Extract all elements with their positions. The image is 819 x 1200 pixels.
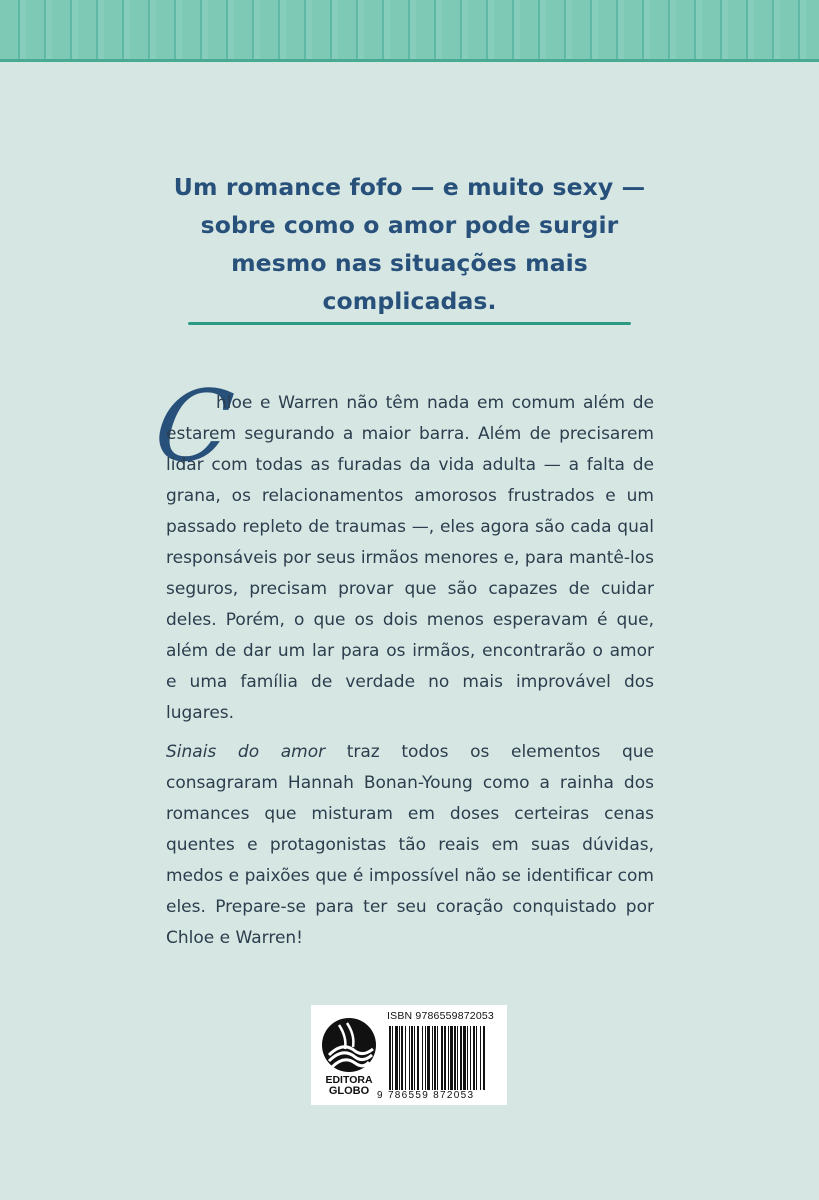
barcode-bar bbox=[457, 1026, 458, 1090]
barcode-bar bbox=[467, 1026, 468, 1090]
barcode-bar bbox=[480, 1026, 481, 1090]
barcode-bar bbox=[441, 1026, 443, 1090]
barcode-bar bbox=[473, 1026, 475, 1090]
barcode-bar bbox=[409, 1026, 410, 1090]
barcode-bar bbox=[483, 1026, 485, 1090]
isbn-label: ISBN 9786559872053 bbox=[387, 1010, 494, 1022]
barcode-bar bbox=[434, 1026, 436, 1090]
barcode-bar bbox=[389, 1026, 391, 1090]
synopsis bbox=[166, 388, 654, 962]
barcode-bar bbox=[444, 1026, 446, 1090]
barcode-bar bbox=[454, 1026, 456, 1090]
synopsis-paragraph-1: hloe e Warren não têm nada em comum além de estarem segurando a maior barra. Além de precisarem lidar com todas as furadas da vida adulta — a falta de grana, os relacionamentos amorosos frustrados e um passado repleto de traumas —, eles agora são cada qual responsáveis por seus irmãos menores e, para mantê-los seguros, precisam provar que são capazes de cuidar deles. Porém, o que os dois menos esperavam é que, além de dar um lar para os irmãos, encontrarão o amor e uma família de verdade no mais improvável dos lugares. bbox=[166, 393, 654, 723]
top-stripe-band bbox=[0, 0, 819, 62]
barcode-bar bbox=[476, 1026, 477, 1090]
barcode-bar bbox=[417, 1026, 419, 1090]
barcode-bar bbox=[460, 1026, 462, 1090]
barcode-bar bbox=[411, 1026, 413, 1090]
barcode-bar bbox=[425, 1026, 426, 1090]
barcode-bar bbox=[427, 1026, 430, 1090]
barcode-digits: 9 786559 872053 bbox=[377, 1090, 475, 1101]
barcode-bar bbox=[399, 1026, 400, 1090]
barcode-bar bbox=[432, 1026, 433, 1090]
barcode-bar bbox=[414, 1026, 415, 1090]
barcode-bar bbox=[392, 1026, 393, 1090]
barcode-bar bbox=[470, 1026, 471, 1090]
barcode-bar bbox=[401, 1026, 403, 1090]
tagline: Um romance fofo — e muito sexy — sobre como o amor pode surgir mesmo nas situações mais complicadas. bbox=[173, 173, 646, 315]
barcode-bar bbox=[395, 1026, 398, 1090]
barcode-bars bbox=[389, 1026, 501, 1090]
editora-globo-logo bbox=[317, 1015, 381, 1097]
barcode-box bbox=[311, 1005, 507, 1105]
barcode-bar bbox=[437, 1026, 438, 1090]
svg-text:GLOBO: GLOBO bbox=[328, 1085, 370, 1097]
barcode-bar bbox=[463, 1026, 466, 1090]
barcode-bar bbox=[422, 1026, 423, 1090]
book-title-italic: Sinais do amor bbox=[166, 742, 326, 762]
synopsis-paragraph-2-text: traz todos os elementos que consagraram Hannah Bonan-Young como a rainha dos romances que misturam em doses certeiras cenas quentes e protagonistas tão reais em suas dúvidas, medos e paixões que é impossível não se identificar com eles. Prepare-se para ter seu coração conquistado por Chloe e Warren! bbox=[166, 742, 654, 948]
synopsis-paragraph-2 bbox=[166, 737, 654, 954]
barcode-bar bbox=[448, 1026, 449, 1090]
barcode-bar bbox=[450, 1026, 453, 1090]
divider-line bbox=[188, 322, 631, 325]
svg-text:EDITORA: EDITORA bbox=[325, 1074, 373, 1086]
drop-cap: C bbox=[147, 370, 239, 484]
barcode-bar bbox=[405, 1026, 406, 1090]
